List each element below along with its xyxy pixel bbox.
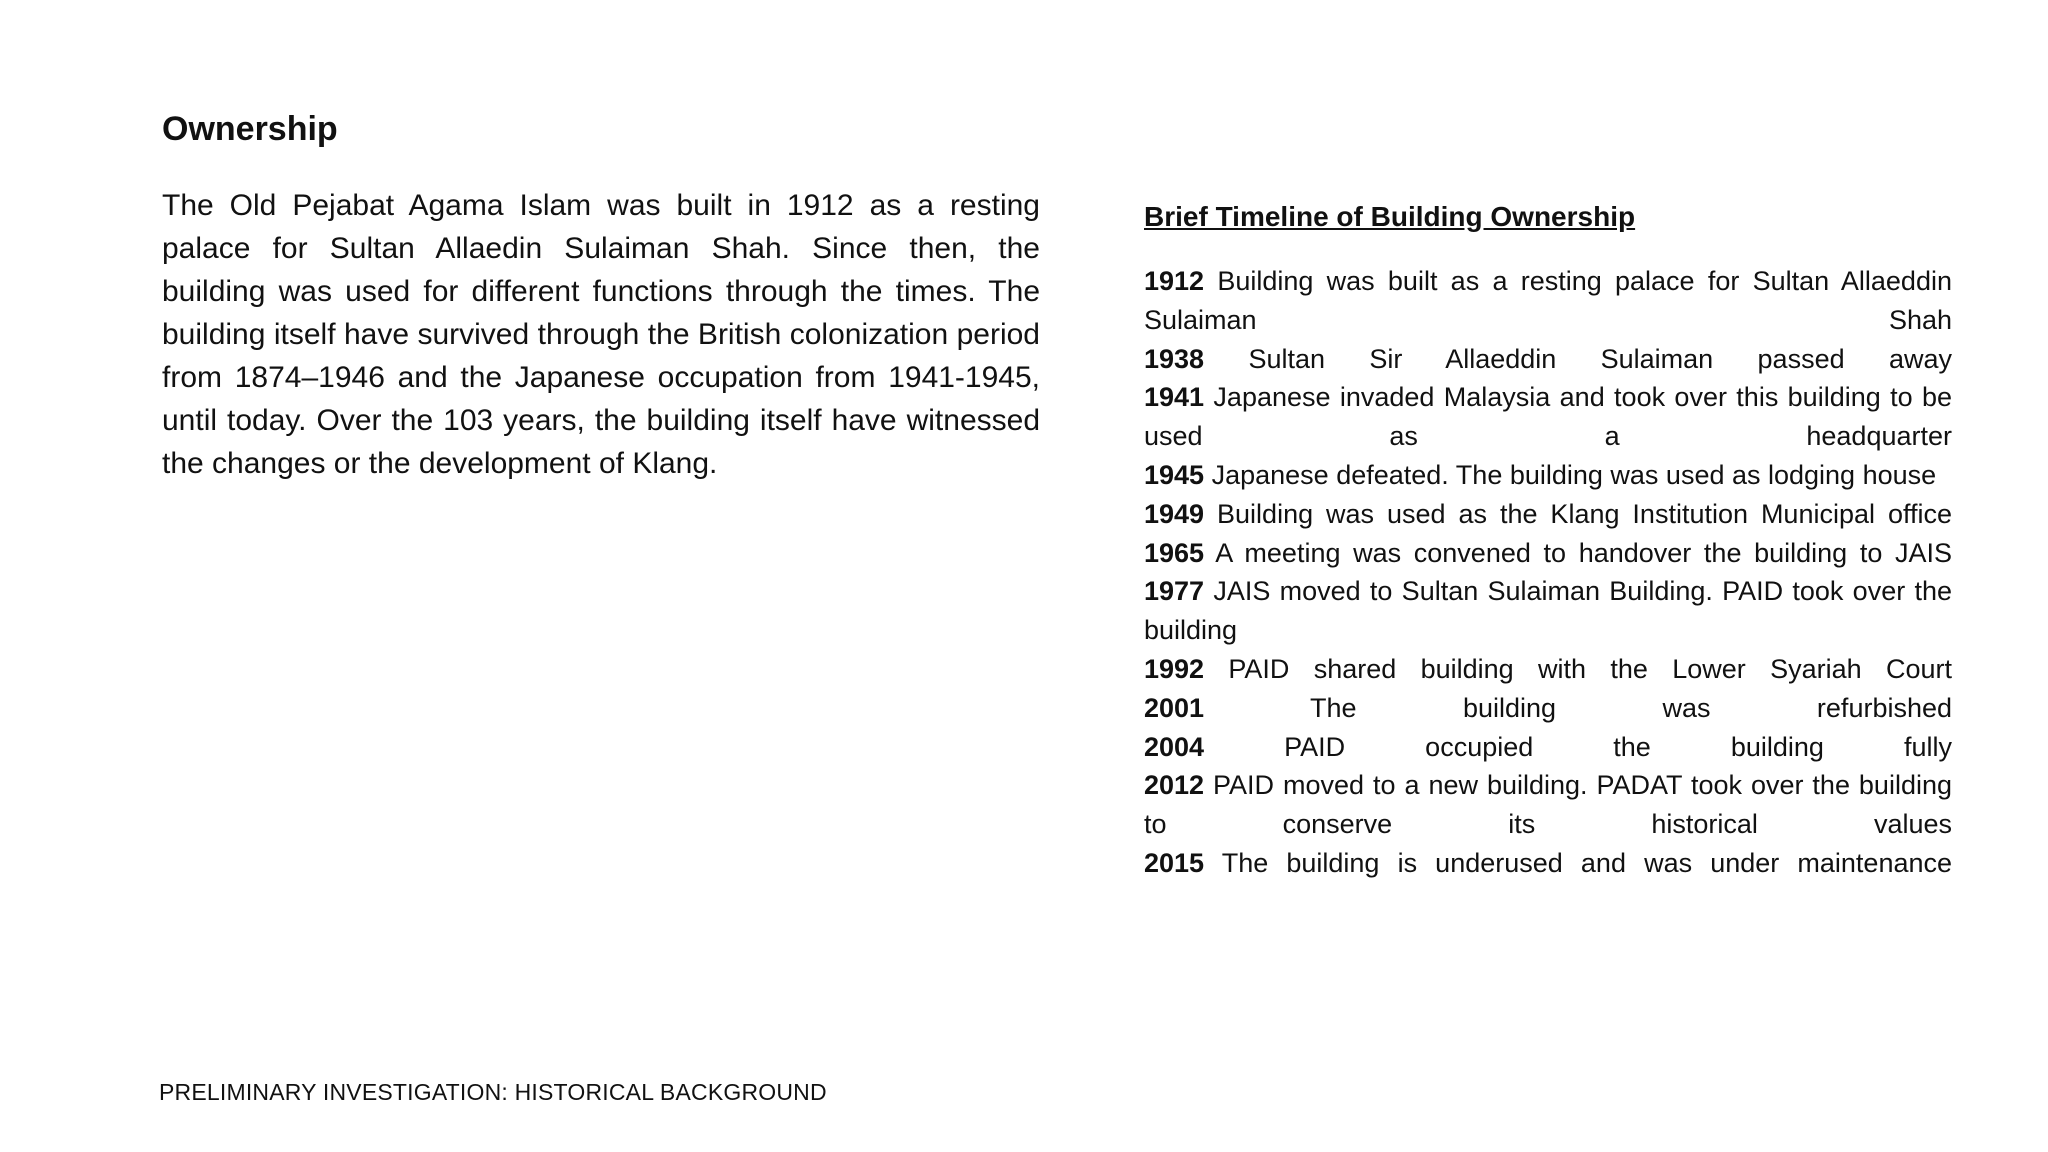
timeline-text: PAID shared building with the Lower Syariah Court bbox=[1228, 653, 1952, 684]
ownership-section bbox=[162, 108, 1040, 485]
timeline-entry bbox=[1144, 262, 1952, 340]
timeline-text: PAID moved to a new building. PADAT took over the building to conserve its historical values bbox=[1144, 770, 1952, 840]
timeline-year: 1977 bbox=[1144, 576, 1205, 607]
timeline-list bbox=[1144, 262, 1952, 883]
timeline-text: The building is underused and was under maintenance bbox=[1221, 847, 1953, 878]
timeline-text: JAIS moved to Sultan Sulaiman Building. PAID took over the building bbox=[1144, 576, 1952, 646]
timeline-text: A meeting was convened to handover the building to JAIS bbox=[1215, 537, 1953, 568]
timeline-text: Building was built as a resting palace for Sultan Allaeddin Sulaiman Shah bbox=[1144, 266, 1952, 335]
timeline-year: 2004 bbox=[1144, 731, 1205, 762]
timeline-text: Sultan Sir Allaeddin Sulaiman passed away bbox=[1248, 343, 1952, 374]
timeline-entry bbox=[1144, 766, 1952, 844]
timeline-entry bbox=[1144, 378, 1952, 456]
timeline-year: 1941 bbox=[1144, 382, 1205, 413]
timeline-heading: Brief Timeline of Building Ownership bbox=[1144, 201, 1636, 232]
ownership-heading: Ownership bbox=[162, 110, 338, 148]
timeline-entry bbox=[1144, 340, 1952, 379]
timeline-section bbox=[1144, 198, 1952, 883]
timeline-text: The building was refurbished bbox=[1310, 692, 1953, 723]
timeline-year: 2015 bbox=[1144, 847, 1205, 878]
timeline-entry bbox=[1144, 689, 1952, 728]
timeline-entry bbox=[1144, 534, 1952, 573]
timeline-entry bbox=[1144, 495, 1952, 534]
timeline-year: 1949 bbox=[1144, 498, 1205, 529]
timeline-year: 1912 bbox=[1144, 266, 1205, 296]
footer-label: PRELIMINARY INVESTIGATION: HISTORICAL BACKGROUND bbox=[159, 1079, 827, 1105]
timeline-text: PAID occupied the building fully bbox=[1284, 731, 1952, 762]
timeline-entry bbox=[1144, 456, 1952, 495]
timeline-entry bbox=[1144, 572, 1952, 650]
timeline-entry bbox=[1144, 728, 1952, 767]
timeline-year: 1992 bbox=[1144, 653, 1205, 684]
timeline-text: Building was used as the Klang Institution Municipal office bbox=[1217, 498, 1952, 529]
timeline-entry bbox=[1144, 650, 1952, 689]
timeline-year: 1945 bbox=[1144, 459, 1205, 490]
timeline-year: 2001 bbox=[1144, 692, 1205, 723]
timeline-entry bbox=[1144, 844, 1952, 883]
timeline-year: 2012 bbox=[1144, 770, 1205, 801]
timeline-year: 1965 bbox=[1144, 537, 1205, 568]
timeline-text: Japanese defeated. The building was used as lodging house bbox=[1211, 459, 1937, 490]
ownership-paragraph: The Old Pejabat Agama Islam was built in 1912 as a resting palace for Sultan Allaedin Sulaiman Shah. Since then, the building was used for different functions through the times. The building itself have survived through the British colonization period from 1874–1946 and the Japanese occupation from 1941-1945, until today. Over the 103 years, the building itself have witnessed the changes or the development of Klang. bbox=[162, 189, 1040, 480]
timeline-year: 1938 bbox=[1144, 343, 1205, 374]
timeline-text: Japanese invaded Malaysia and took over this building to be used as a headquarter bbox=[1144, 382, 1952, 452]
